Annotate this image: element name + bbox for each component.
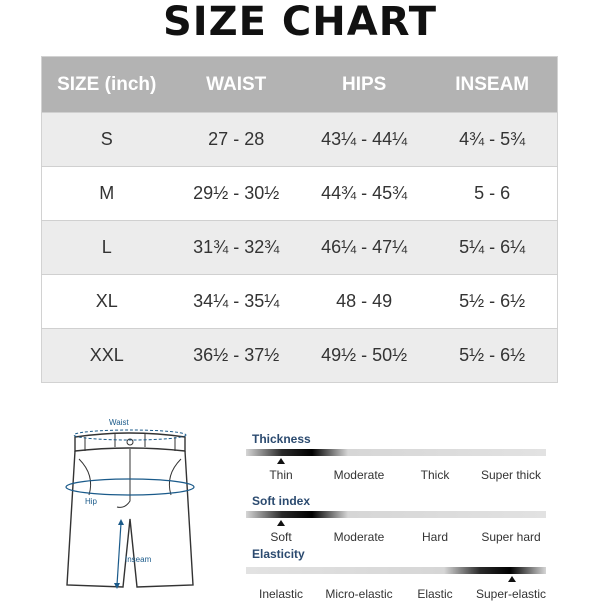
shorts-diagram [55, 415, 205, 600]
size-cell: XL [42, 275, 172, 329]
scale-title: Thickness [252, 432, 311, 446]
header-hips: HIPS [301, 57, 427, 113]
size-table [41, 56, 558, 383]
table-row [42, 167, 558, 221]
scale-option: Micro-elastic [325, 587, 393, 601]
inseam-label: Inseam [125, 555, 152, 564]
waist-label: Waist [109, 418, 129, 427]
scale-option: Inelastic [258, 587, 304, 601]
size-cell: XXL [42, 329, 172, 383]
scale-title: Elasticity [252, 547, 305, 561]
soft-index-marker [277, 520, 285, 526]
waist-cell: 36½ - 37½ [171, 329, 301, 383]
size-cell: L [42, 221, 172, 275]
scale-option: Hard [421, 530, 448, 544]
elasticity-gradient-bar [246, 567, 546, 574]
hips-cell: 46¼ - 47¼ [301, 221, 427, 275]
header-waist: WAIST [171, 57, 301, 113]
table-row [42, 329, 558, 383]
inseam-cell: 5½ - 6½ [427, 329, 557, 383]
scale-option: Thick [420, 468, 450, 482]
table-row [42, 221, 558, 275]
table-row [42, 113, 558, 167]
waist-cell: 31¾ - 32¾ [171, 221, 301, 275]
hips-cell: 49½ - 50½ [301, 329, 427, 383]
hips-cell: 48 - 49 [301, 275, 427, 329]
inseam-cell: 5 - 6 [427, 167, 557, 221]
inseam-cell: 5¼ - 6¼ [427, 221, 557, 275]
table-row [42, 275, 558, 329]
scale-option: Moderate [333, 530, 385, 544]
thickness-marker [277, 458, 285, 464]
thickness-gradient-bar [246, 449, 546, 456]
hip-label: Hip [85, 497, 98, 506]
waist-cell: 29½ - 30½ [171, 167, 301, 221]
elasticity-marker [508, 576, 516, 582]
shorts-illustration [55, 415, 205, 600]
waist-cell: 34¼ - 35¼ [171, 275, 301, 329]
header-inseam: INSEAM [427, 57, 557, 113]
hips-cell: 44¾ - 45¾ [301, 167, 427, 221]
table-header-row [42, 57, 558, 113]
hips-cell: 43¼ - 44¼ [301, 113, 427, 167]
scale-option: Super-elastic [475, 587, 547, 601]
scale-option: Moderate [333, 468, 385, 482]
waist-cell: 27 - 28 [171, 113, 301, 167]
scale-option: Thin [269, 468, 293, 482]
inseam-cell: 5½ - 6½ [427, 275, 557, 329]
soft-index-gradient-bar [246, 511, 546, 518]
scale-option: Soft [270, 530, 292, 544]
scale-option: Super thick [480, 468, 542, 482]
size-cell: M [42, 167, 172, 221]
size-cell: S [42, 113, 172, 167]
header-size: SIZE (inch) [42, 57, 172, 113]
scale-option: Super hard [481, 530, 541, 544]
scale-title: Soft index [252, 494, 311, 508]
page-title: SIZE CHART [162, 0, 438, 45]
scale-option: Elastic [417, 587, 453, 601]
inseam-cell: 4¾ - 5¾ [427, 113, 557, 167]
